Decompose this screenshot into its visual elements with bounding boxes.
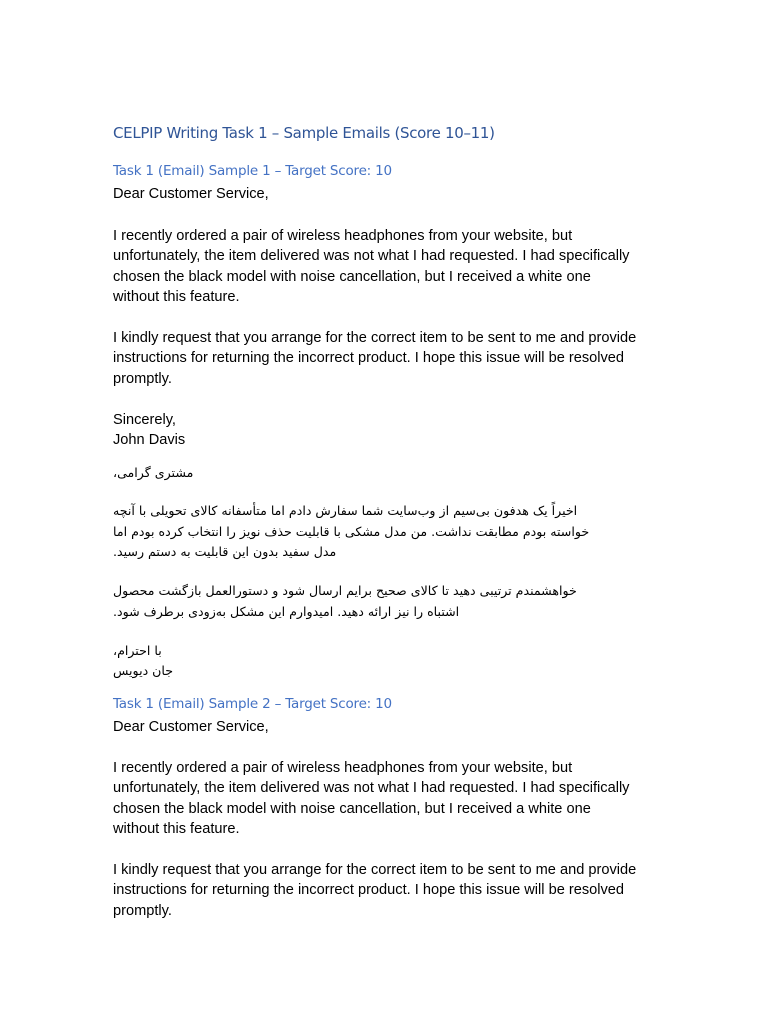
text-line: اخیراً یک هدفون بی‌سیم از وب‌سایت شما سفارش دادم اما متأسفانه کالای تحویلی با آنچه: [113, 503, 578, 518]
sample-2-paragraph-1: [113, 758, 658, 840]
text-line: I kindly request that you arrange for the correct item to be sent to me and provide: [113, 862, 637, 878]
sample-2-heading: Task 1 (Email) Sample 2 – Target Score: 10: [113, 696, 392, 712]
text-line: unfortunately, the item delivered was not what I had requested. I had specifically: [113, 248, 630, 265]
text-line: I recently ordered a pair of wireless headphones from your website, but: [113, 228, 573, 244]
text-line: خواسته بودم مطابقت نداشت. من مدل مشکی با قابلیت حذف نویز را انتخاب کرده بودم اما: [113, 523, 590, 539]
persian-signature: جان دیویس: [113, 663, 174, 678]
text-line: مدل سفید بدون این قابلیت به دستم رسید.: [113, 544, 337, 560]
text-line: instructions for returning the incorrect product. I hope this issue will be resolved: [113, 882, 625, 899]
sample-1-closing: Sincerely,: [113, 412, 176, 428]
text-line: chosen the black model with noise cancellation, but I received a white one: [113, 800, 591, 817]
text-line: unfortunately, the item delivered was not what I had requested. I had specifically: [113, 780, 630, 797]
sample-1-paragraph-1: [113, 226, 658, 308]
text-line: chosen the black model with noise cancellation, but I received a white one: [113, 268, 591, 285]
sample-1-paragraph-2: [113, 328, 658, 389]
text-line: promptly.: [113, 370, 172, 387]
text-line: without this feature.: [113, 289, 240, 306]
persian-greeting: مشتری گرامی،: [113, 465, 194, 480]
text-line: I recently ordered a pair of wireless headphones from your website, but: [113, 760, 573, 776]
text-line: promptly.: [113, 902, 172, 919]
sample-1-heading: Task 1 (Email) Sample 1 – Target Score: 10: [113, 163, 392, 179]
text-line: instructions for returning the incorrect product. I hope this issue will be resolved: [113, 350, 625, 367]
text-line: I kindly request that you arrange for the correct item to be sent to me and provide: [113, 330, 637, 346]
persian-closing: با احترام،: [113, 643, 162, 658]
sample-1-greeting: Dear Customer Service,: [113, 186, 269, 202]
text-line: اشتباه را نیز ارائه دهید. امیدوارم این مشکل به‌زودی برطرف شود.: [113, 603, 460, 619]
persian-paragraph-2: [113, 581, 648, 622]
sample-1-signature: John Davis: [113, 432, 186, 448]
text-line: خواهشمندم ترتیبی دهید تا کالای صحیح برایم ارسال شود و دستورالعمل بازگشت محصول: [113, 583, 577, 598]
sample-2-paragraph-2: [113, 860, 658, 921]
persian-paragraph-1: [113, 501, 648, 563]
sample-2-greeting: Dear Customer Service,: [113, 719, 269, 735]
text-line: without this feature.: [113, 821, 240, 838]
document-title: CELPIP Writing Task 1 – Sample Emails (Score 10–11): [113, 124, 495, 142]
